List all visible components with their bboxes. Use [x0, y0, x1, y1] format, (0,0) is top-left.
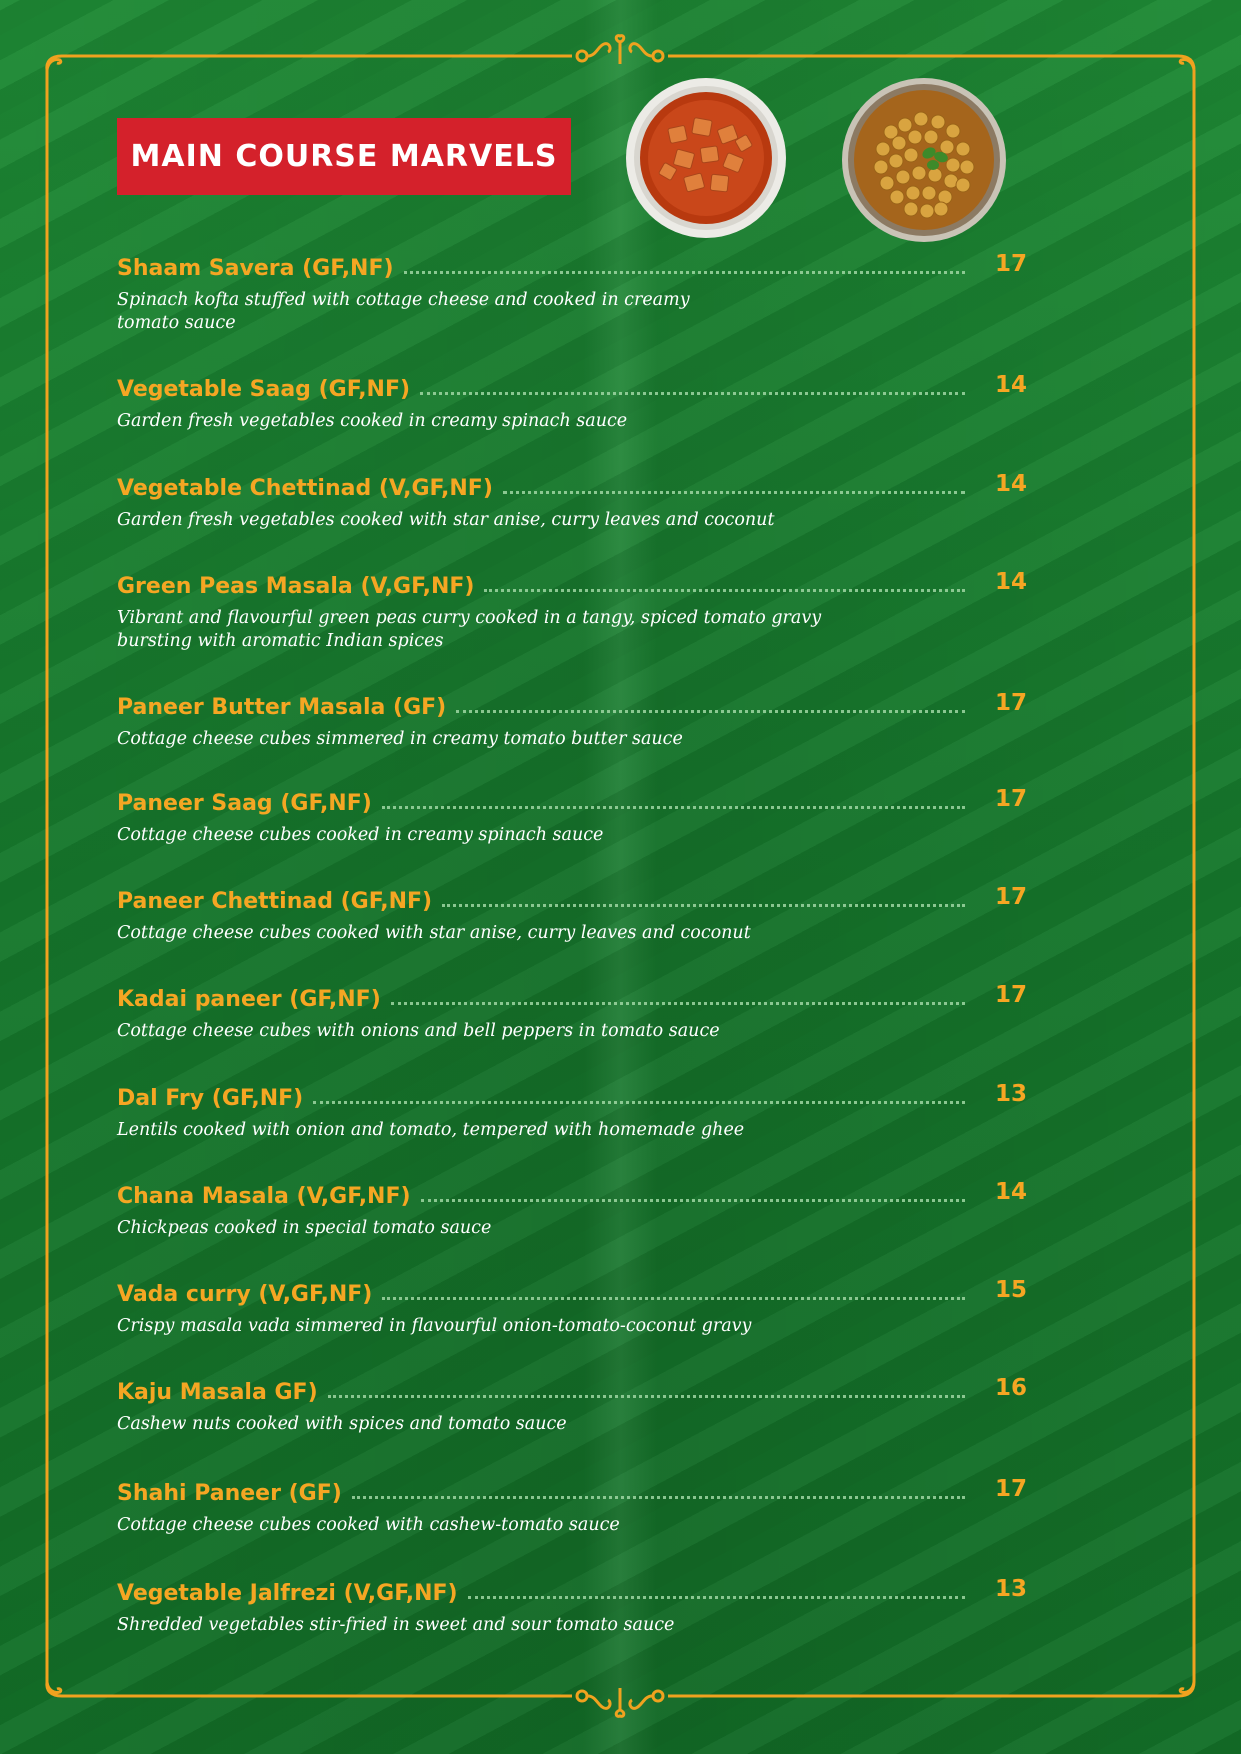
item-name: Shahi Paneer (GF) [117, 1480, 342, 1506]
dotted-leader [503, 491, 965, 494]
item-price: 17 [994, 786, 1027, 812]
dotted-leader [391, 1002, 965, 1005]
dotted-leader [484, 589, 965, 592]
item-name: Dal Fry (GF,NF) [117, 1085, 304, 1111]
item-name: Paneer Saag (GF,NF) [117, 790, 372, 816]
dotted-leader [382, 1297, 965, 1300]
section-title-banner [117, 118, 571, 195]
item-description: Shredded vegetables stir-fried in sweet and sour tomato sauce [117, 1615, 675, 1635]
item-description: Cottage cheese cubes with onions and bell peppers in tomato sauce [117, 1021, 720, 1041]
item-name: Kadai paneer (GF,NF) [117, 986, 381, 1012]
item-description: Garden fresh vegetables cooked in creamy spinach sauce [117, 411, 628, 431]
item-price: 14 [994, 569, 1027, 595]
item-description: Vibrant and flavourful green peas curry cooked in a tangy, spiced tomato gravy bursting with aromatic Indian spices [117, 608, 822, 651]
item-price: 13 [994, 1081, 1027, 1107]
paneer-curry-image [625, 77, 787, 239]
item-description: Garden fresh vegetables cooked with star anise, curry leaves and coconut [117, 510, 775, 530]
dotted-leader [313, 1101, 965, 1104]
dotted-leader [468, 1596, 965, 1599]
item-price: 17 [994, 884, 1027, 910]
dotted-leader [421, 1199, 965, 1202]
section-title: MAIN COURSE MARVELS [130, 139, 558, 174]
item-price: 16 [994, 1375, 1027, 1401]
menu-item-vegetable-saag [117, 372, 1027, 433]
item-name: Paneer Chettinad (GF,NF) [117, 888, 433, 914]
menu-item-vada-curry [117, 1277, 1027, 1338]
menu-item-paneer-saag [117, 786, 1027, 847]
item-name: Green Peas Masala (V,GF,NF) [117, 573, 475, 599]
dotted-leader [456, 710, 965, 713]
item-description: Cottage cheese cubes cooked with star anise, curry leaves and coconut [117, 923, 751, 943]
menu-item-kadai-paneer [117, 982, 1027, 1043]
dotted-leader [382, 806, 965, 809]
menu-item-kaju-masala [117, 1375, 1027, 1436]
dotted-leader [328, 1395, 965, 1398]
menu-item-paneer-butter-masala [117, 690, 1027, 751]
item-description: Chickpeas cooked in special tomato sauce [117, 1218, 492, 1238]
item-price: 15 [994, 1277, 1027, 1303]
item-name: Chana Masala (V,GF,NF) [117, 1183, 411, 1209]
item-price: 17 [994, 251, 1027, 277]
menu-item-vegetable-chettinad [117, 471, 1027, 532]
menu-item-green-peas-masala [117, 569, 1027, 653]
menu-item-shaam-savera [117, 251, 1027, 335]
menu-item-shahi-paneer [117, 1476, 1027, 1537]
item-price: 14 [994, 372, 1027, 398]
item-name: Vegetable Chettinad (V,GF,NF) [117, 475, 493, 501]
item-description: Cottage cheese cubes cooked with cashew-tomato sauce [117, 1515, 620, 1535]
menu-item-dal-fry [117, 1081, 1027, 1142]
item-description: Cottage cheese cubes simmered in creamy tomato butter sauce [117, 729, 683, 749]
dotted-leader [420, 392, 965, 395]
item-description: Lentils cooked with onion and tomato, tempered with homemade ghee [117, 1120, 745, 1140]
item-name: Vegetable Jalfrezi (V,GF,NF) [117, 1580, 458, 1606]
item-price: 17 [994, 1476, 1027, 1502]
menu-item-vegetable-jalfrezi [117, 1576, 1027, 1637]
item-price: 14 [994, 1179, 1027, 1205]
dotted-leader [442, 904, 965, 907]
item-name: Vegetable Saag (GF,NF) [117, 376, 411, 402]
item-description: Crispy masala vada simmered in flavourful onion-tomato-coconut gravy [117, 1316, 752, 1336]
menu-item-paneer-chettinad [117, 884, 1027, 945]
menu-item-chana-masala [117, 1179, 1027, 1240]
chana-masala-image [841, 77, 1007, 243]
item-price: 13 [994, 1576, 1027, 1602]
item-price: 17 [994, 690, 1027, 716]
item-description: Cottage cheese cubes cooked in creamy spinach sauce [117, 825, 604, 845]
item-name: Shaam Savera (GF,NF) [117, 255, 394, 281]
item-price: 14 [994, 471, 1027, 497]
item-description: Cashew nuts cooked with spices and tomato sauce [117, 1414, 567, 1434]
dotted-leader [352, 1496, 965, 1499]
item-name: Paneer Butter Masala (GF) [117, 694, 447, 720]
item-price: 17 [994, 982, 1027, 1008]
item-name: Kaju Masala GF) [117, 1379, 318, 1405]
item-name: Vada curry (V,GF,NF) [117, 1281, 373, 1307]
item-description: Spinach kofta stuffed with cottage cheese and cooked in creamy tomato sauce [117, 290, 690, 333]
dotted-leader [404, 271, 965, 274]
